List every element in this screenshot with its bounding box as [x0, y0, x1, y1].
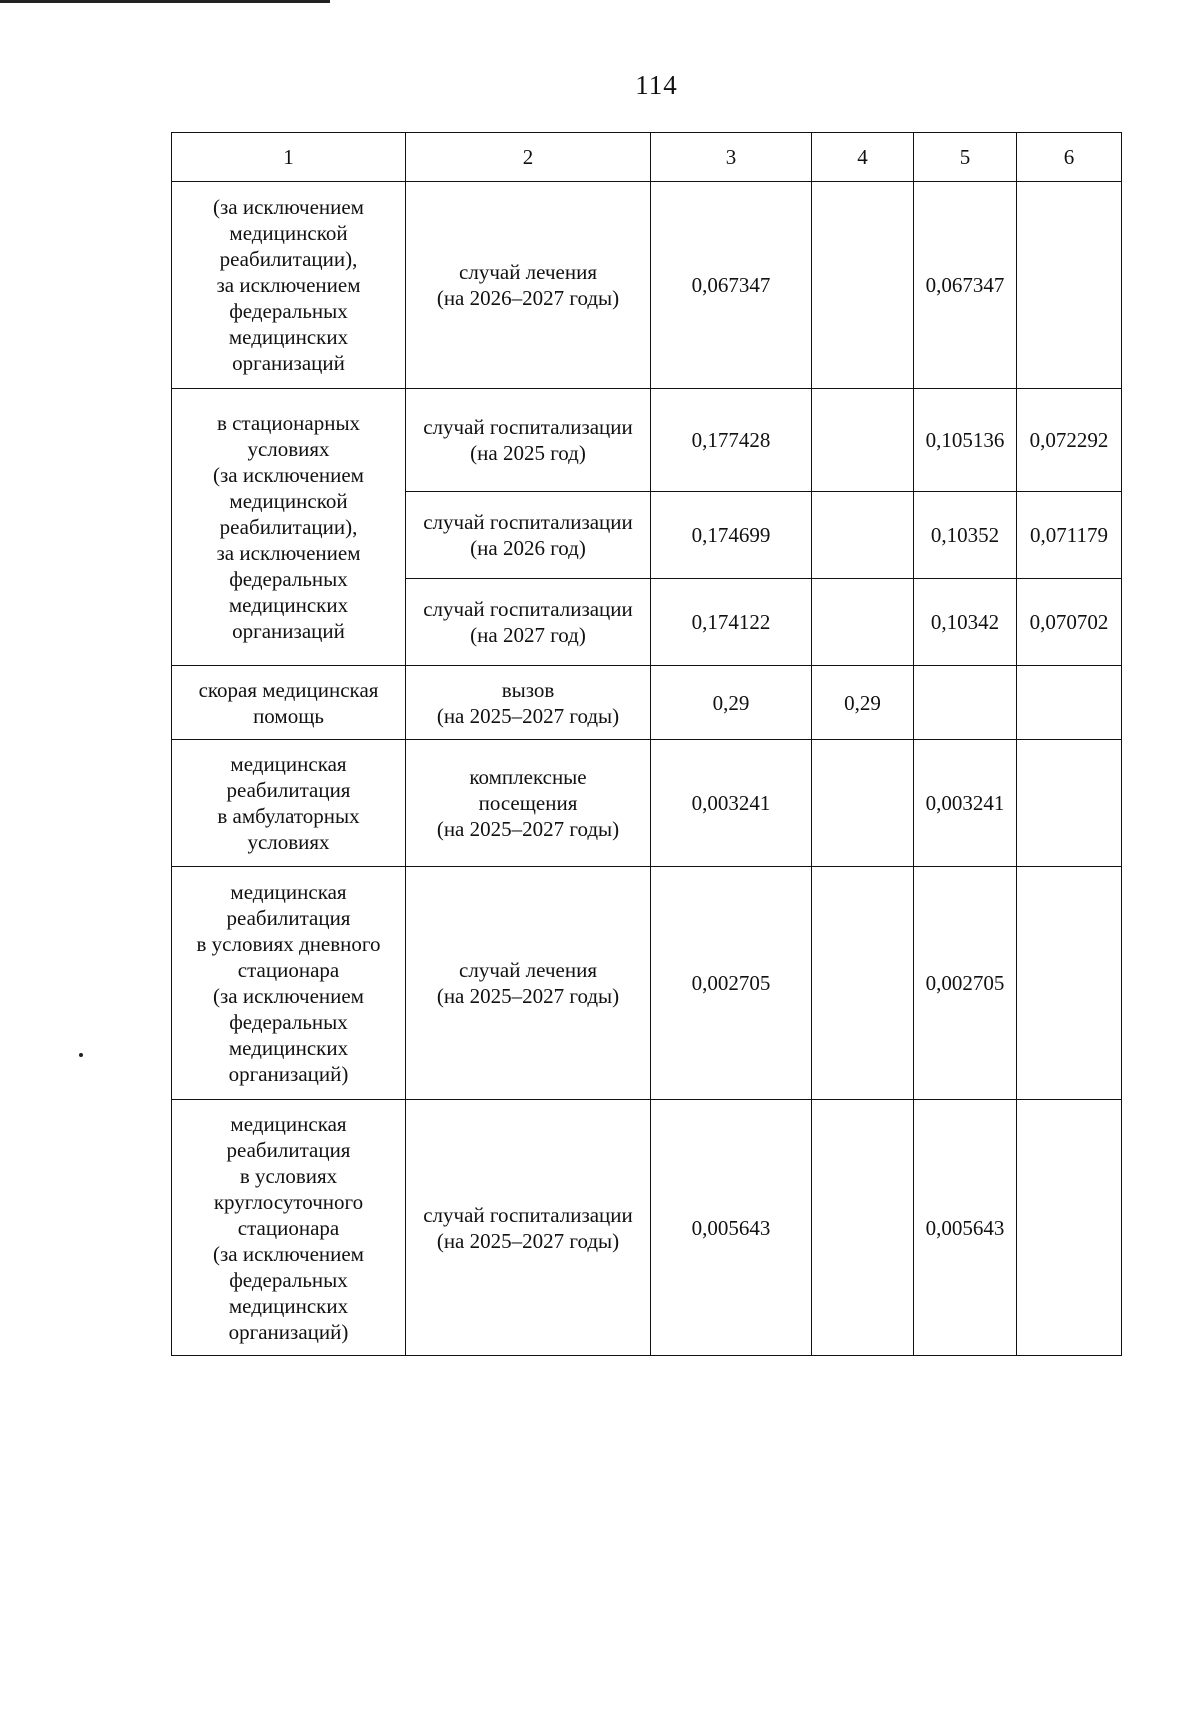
row-label-cell: скорая медицинская помощь — [172, 666, 406, 740]
table-row — [172, 867, 1122, 1100]
page-number: 114 — [635, 70, 678, 100]
value-cell-3: 0,005643 — [651, 1100, 812, 1356]
value-cell-4 — [812, 182, 914, 389]
value-cell-4 — [812, 1100, 914, 1356]
table-row — [172, 1100, 1122, 1356]
value-cell-3: 0,174699 — [651, 492, 812, 579]
unit-cell: случай лечения (на 2026–2027 годы) — [406, 182, 651, 389]
unit-cell: случай госпитализации (на 2025 год) — [406, 389, 651, 492]
value-cell-5: 0,10342 — [914, 579, 1017, 666]
value-cell-4 — [812, 389, 914, 492]
value-cell-5 — [914, 666, 1017, 740]
value-cell-3: 0,177428 — [651, 389, 812, 492]
value-cell-4 — [812, 492, 914, 579]
value-cell-6: 0,072292 — [1017, 389, 1122, 492]
value-cell-3: 0,174122 — [651, 579, 812, 666]
row-label-cell: медицинская реабилитация в условиях круглосуточного стационара (за исключением федеральных медицинских организаций) — [172, 1100, 406, 1356]
data-table — [171, 132, 1122, 1356]
value-cell-6 — [1017, 666, 1122, 740]
value-cell-6 — [1017, 867, 1122, 1100]
value-cell-5: 0,002705 — [914, 867, 1017, 1100]
value-cell-4 — [812, 579, 914, 666]
value-cell-3: 0,29 — [651, 666, 812, 740]
header-cell-4: 4 — [812, 133, 914, 182]
scan-speck — [79, 1053, 83, 1057]
row-label-cell: медицинская реабилитация в условиях дневного стационара (за исключением федеральных медицинских организаций) — [172, 867, 406, 1100]
value-cell-6: 0,070702 — [1017, 579, 1122, 666]
value-cell-3: 0,002705 — [651, 867, 812, 1100]
value-cell-6 — [1017, 740, 1122, 867]
unit-cell: случай лечения (на 2025–2027 годы) — [406, 867, 651, 1100]
table-row — [172, 182, 1122, 389]
header-cell-3: 3 — [651, 133, 812, 182]
header-cell-6: 6 — [1017, 133, 1122, 182]
unit-cell: случай госпитализации (на 2025–2027 годы) — [406, 1100, 651, 1356]
value-cell-4 — [812, 740, 914, 867]
table-row — [172, 389, 1122, 492]
unit-cell: вызов (на 2025–2027 годы) — [406, 666, 651, 740]
header-cell-1: 1 — [172, 133, 406, 182]
value-cell-5: 0,105136 — [914, 389, 1017, 492]
value-cell-5: 0,10352 — [914, 492, 1017, 579]
value-cell-6 — [1017, 182, 1122, 389]
unit-cell: случай госпитализации (на 2027 год) — [406, 579, 651, 666]
unit-cell: случай госпитализации (на 2026 год) — [406, 492, 651, 579]
table-header-row — [172, 133, 1122, 182]
value-cell-3: 0,003241 — [651, 740, 812, 867]
value-cell-3: 0,067347 — [651, 182, 812, 389]
row-label-cell: (за исключением медицинской реабилитации), за исключением федеральных медицинских организаций — [172, 182, 406, 389]
header-cell-2: 2 — [406, 133, 651, 182]
value-cell-4 — [812, 867, 914, 1100]
value-cell-5: 0,003241 — [914, 740, 1017, 867]
table-row — [172, 666, 1122, 740]
header-cell-5: 5 — [914, 133, 1017, 182]
value-cell-5: 0,067347 — [914, 182, 1017, 389]
row-label-cell: медицинская реабилитация в амбулаторных условиях — [172, 740, 406, 867]
value-cell-6: 0,071179 — [1017, 492, 1122, 579]
value-cell-4: 0,29 — [812, 666, 914, 740]
value-cell-6 — [1017, 1100, 1122, 1356]
value-cell-5: 0,005643 — [914, 1100, 1017, 1356]
unit-cell: комплексные посещения (на 2025–2027 годы) — [406, 740, 651, 867]
scan-edge-line — [0, 0, 330, 3]
row-label-cell: в стационарных условиях (за исключением медицинской реабилитации), за исключением федеральных медицинских организаций — [172, 389, 406, 666]
table-row — [172, 740, 1122, 867]
